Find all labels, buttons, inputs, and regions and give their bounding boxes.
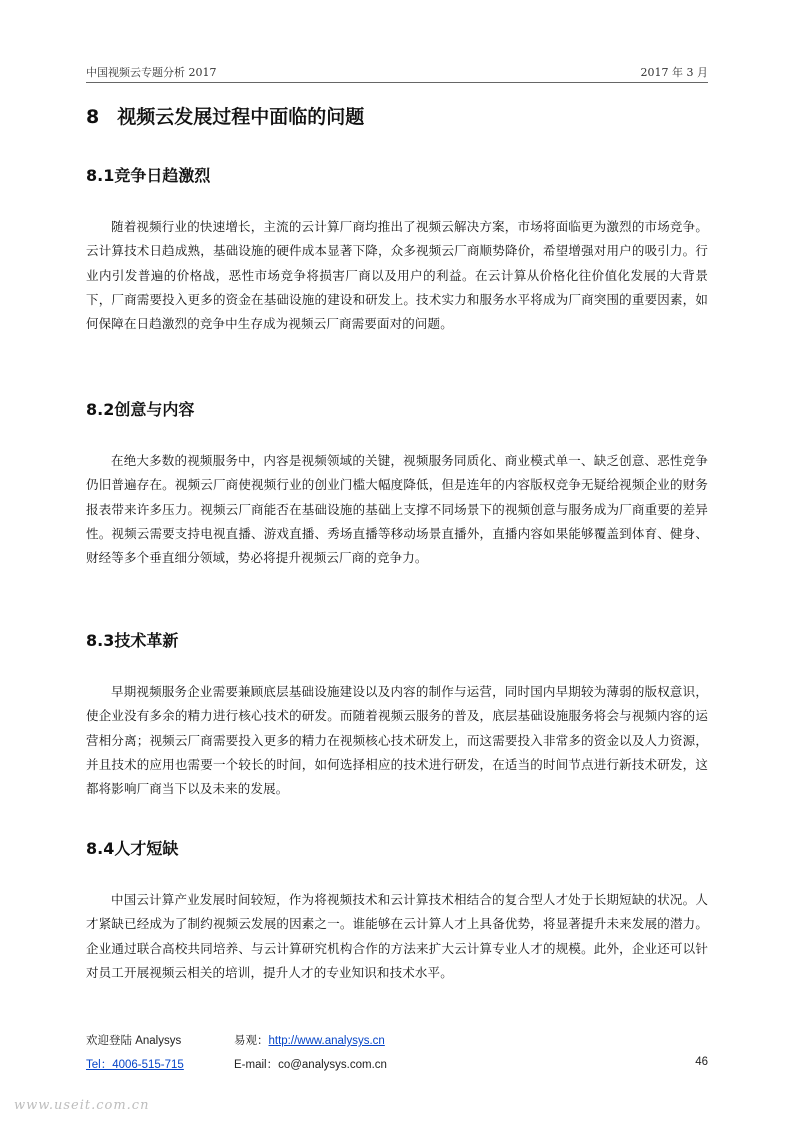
footer-welcome: 欢迎登陆 Analysys <box>86 1035 182 1047</box>
watermark-text: www.useit.com.cn <box>14 1098 150 1113</box>
section-paragraph: 中国云计算产业发展时间较短，作为将视频技术和云计算技术相结合的复合型人才处于长期短缺的状况。人才紧缺已经成为了制约视频云发展的因素之一。谁能够在云计算人才上具备优势，将显著提升未来发展的潜力。企业通过联合高校共同培养、与云计算研究机构合作的方法来扩大云计算专业人才的规模。此外，企业还可以针对员工开展视频云相关的培训，提升人才的专业知识和技术水平。 <box>86 892 708 980</box>
chapter-title <box>86 102 364 129</box>
section-paragraph: 在绝大多数的视频服务中，内容是视频领域的关键，视频服务同质化、商业模式单一、缺乏创意、恶性竞争仍旧普遍存在。视频云厂商使视频行业的创业门槛大幅度降低，但是连年的内容版权竞争无疑给视频企业的财务报表带来许多压力。视频云厂商能否在基础设施的基础上支撑不同场景下的视频创意与服务成为厂商重要的差异性。视频云需要支持电视直播、游戏直播、秀场直播等移动场景直播外，直播内容如果能够覆盖到体育、健身、财经等多个垂直细分领域，势必将提升视频云厂商的竞争力。 <box>86 453 708 566</box>
header-date: 2017 年 3 月 <box>640 66 708 79</box>
footer-site-label: 易观： <box>234 1035 269 1047</box>
header-report-title: 中国视频云专题分析 2017 <box>86 66 217 79</box>
section-paragraph: 随着视频行业的快速增长，主流的云计算厂商均推出了视频云解决方案，市场将面临更为激烈的市场竞争。云计算技术日趋成熟，基础设施的硬件成本显著下降，众多视频云厂商顺势降价，希望增强对用户的吸引力。行业内引发普遍的价格战，恶性市场竞争将损害厂商以及用户的利益。在云计算从价格化往价值化发展的大背景下，厂商需要投入更多的资金在基础设施的建设和研发上。技术实力和服务水平将成为厂商突围的重要因素，如何保障在日趋激烈的竞争中生存成为视频云厂商需要面对的问题。 <box>86 219 708 332</box>
website-link[interactable]: http://www.analysys.cn <box>268 1035 385 1047</box>
page-header <box>86 60 708 83</box>
chapter-title-text: 视频云发展过程中面临的问题 <box>117 106 365 128</box>
page-number: 46 <box>695 1056 708 1068</box>
footer-email: E-mail：co@analysys.com.cn <box>234 1059 387 1071</box>
section-8-3 <box>86 630 708 801</box>
footer-tel[interactable]: Tel：4006-515-715 <box>86 1059 184 1071</box>
section-heading: 8.3技术革新 <box>86 631 179 650</box>
section-heading: 8.2创意与内容 <box>86 400 195 419</box>
section-heading: 8.4人才短缺 <box>86 839 179 858</box>
section-8-2 <box>86 399 708 570</box>
section-8-4 <box>86 838 708 985</box>
footer-site <box>234 1032 385 1048</box>
page-footer <box>86 1032 708 1080</box>
section-paragraph: 早期视频服务企业需要兼顾底层基础设施建设以及内容的制作与运营，同时国内早期较为薄弱的版权意识，使企业没有多余的精力进行核心技术的研发。而随着视频云服务的普及，底层基础设施服务将会与视频内容的运营相分离；视频云厂商需要投入更多的精力在视频核心技术研发上，而这需要投入非常多的资金以及人力资源，并且技术的应用也需要一个较长的时间，如何选择相应的技术进行研发，在适当的时间节点进行新技术研发，这都将影响厂商当下以及未来的发展。 <box>86 684 708 797</box>
section-heading: 8.1竞争日趋激烈 <box>86 166 211 185</box>
chapter-number: 8 <box>86 106 100 128</box>
section-8-1 <box>86 165 708 336</box>
